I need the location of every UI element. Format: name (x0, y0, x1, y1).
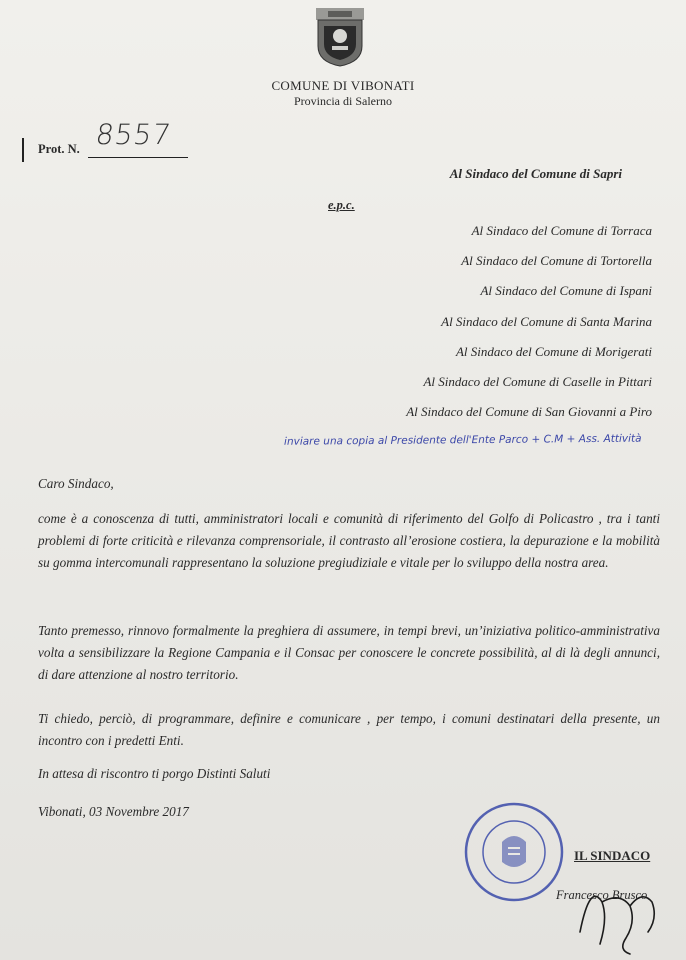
body-paragraph: come è a conoscenza di tutti, amministratori locali e comunità di riferimento del Golfo di Policastro , tra i tanti problemi di forte criticità e rilevanza comprensoriale, il contrasto all’erosione costiera, la depurazione e la mobilità su gomma intercomunali rappresentano la soluzione pregiudiziale e vitale per lo sviluppo della nostra area. (38, 511, 660, 570)
province-name: Provincia di Salerno (294, 94, 392, 108)
cc-recipient: Al Sindaco del Comune di Ispani (480, 283, 652, 299)
municipal-crest-icon (314, 6, 366, 68)
body-paragraph: Ti chiedo, perciò, di programmare, definire e comunicare , per tempo, i comuni destinatari della presente, un incontro con i predetti Enti. (38, 711, 660, 748)
handwritten-signature-icon (560, 862, 670, 958)
protocol-label: Prot. N. (38, 142, 80, 156)
signer-name: Francesco Brusco (556, 888, 648, 902)
official-stamp-icon (462, 800, 566, 904)
cc-recipient: Al Sindaco del Comune di Tortorella (461, 253, 652, 269)
protocol-number: 8557 (93, 118, 174, 151)
cc-recipient: Al Sindaco del Comune di San Giovanni a Piro (406, 404, 652, 420)
protocol-underline (88, 157, 188, 158)
handwritten-note: inviare una copia al Presidente dell'Ente Parco + C.M + Ass. Attività (283, 432, 642, 448)
epc-label: e.p.c. (328, 198, 355, 212)
cc-recipient: Al Sindaco del Comune di Morigerati (455, 343, 652, 359)
signer-title: IL SINDACO (574, 848, 651, 863)
place-date: Vibonati, 03 Novembre 2017 (38, 804, 189, 819)
cc-recipient-list (406, 222, 652, 433)
cc-recipient: Al Sindaco del Comune di Torraca (471, 223, 652, 238)
salutation: Caro Sindaco, (38, 476, 114, 491)
body-paragraph: Tanto premesso, rinnovo formalmente la preghiera di assumere, in tempi brevi, un’iniziativa politico-amministrativa volta a sensibilizzare la Regione Campania e il Consac per conoscere le concrete possibilità, al di là degli annunci, di dare attenzione al nostro territorio. (38, 623, 660, 682)
municipality-name: COMUNE DI VIBONATI (271, 78, 415, 93)
cc-recipient: Al Sindaco del Comune di Caselle in Pittari (423, 373, 652, 389)
cc-recipient: Al Sindaco del Comune di Santa Marina (441, 313, 652, 329)
margin-mark (22, 138, 24, 162)
closing-line: In attesa di riscontro ti porgo Distinti Saluti (38, 766, 271, 781)
main-recipient: Al Sindaco del Comune di Sapri (449, 166, 622, 181)
